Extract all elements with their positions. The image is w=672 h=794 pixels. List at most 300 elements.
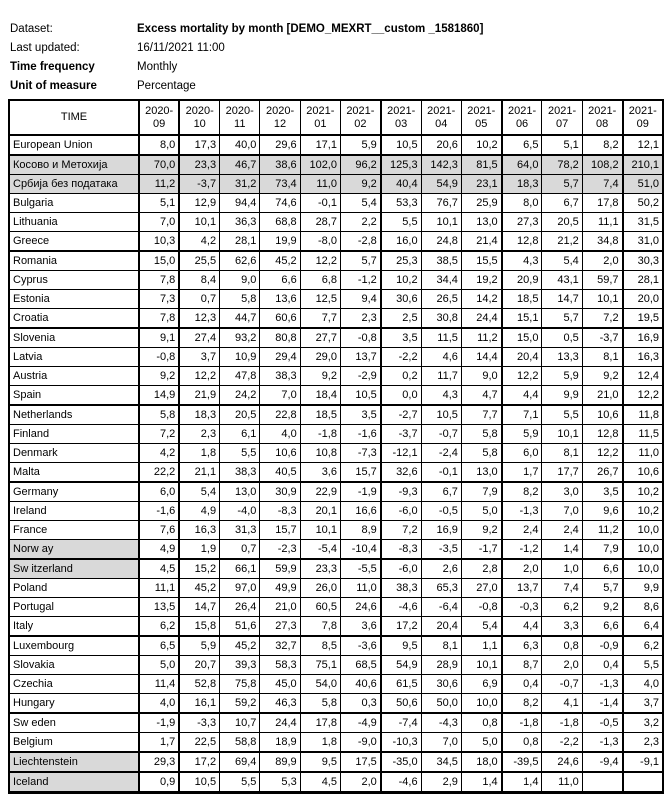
value-cell: -0,9 xyxy=(582,636,622,656)
value-cell: -0,8 xyxy=(340,328,380,348)
value-cell: 5,5 xyxy=(220,772,260,793)
value-cell: 1,4 xyxy=(542,540,582,560)
value-cell: 7,6 xyxy=(139,521,179,540)
value-cell: 5,5 xyxy=(381,213,421,232)
table-row xyxy=(9,502,663,521)
value-cell: -4,9 xyxy=(340,713,380,733)
value-cell: 4,1 xyxy=(542,694,582,714)
value-cell: 7,9 xyxy=(582,540,622,560)
value-cell: 12,2 xyxy=(502,367,542,386)
value-cell: 10,0 xyxy=(623,559,663,579)
value-cell: 12,8 xyxy=(582,425,622,444)
value-cell: 5,8 xyxy=(220,290,260,309)
row-label: Italy xyxy=(9,617,139,637)
value-cell: -0,1 xyxy=(300,194,340,213)
value-cell: 11,4 xyxy=(139,675,179,694)
column-header: 2021- 04 xyxy=(421,100,461,135)
value-cell: 23,1 xyxy=(461,175,501,194)
value-cell: 22,2 xyxy=(139,463,179,483)
value-cell: 17,7 xyxy=(542,463,582,483)
value-cell: 2,0 xyxy=(502,559,542,579)
value-cell: 21,0 xyxy=(260,598,300,617)
value-cell: -4,6 xyxy=(381,598,421,617)
value-cell: -3,7 xyxy=(179,175,219,194)
value-cell: 50,6 xyxy=(381,694,421,714)
value-cell: 5,7 xyxy=(542,309,582,329)
value-cell: 34,4 xyxy=(421,271,461,290)
value-cell: 20,1 xyxy=(300,502,340,521)
value-cell: 20,4 xyxy=(421,617,461,637)
last-updated-row xyxy=(10,39,664,58)
value-cell: 7,0 xyxy=(542,502,582,521)
row-label: Cyprus xyxy=(9,271,139,290)
value-cell: 5,4 xyxy=(461,617,501,637)
table-row xyxy=(9,636,663,656)
value-cell: 18,5 xyxy=(502,290,542,309)
value-cell: 4,3 xyxy=(502,251,542,271)
value-cell: -1,8 xyxy=(542,713,582,733)
value-cell: 15,7 xyxy=(340,463,380,483)
value-cell: 10,1 xyxy=(421,213,461,232)
value-cell: 4,5 xyxy=(139,559,179,579)
value-cell: 9,5 xyxy=(300,752,340,772)
value-cell: 19,2 xyxy=(461,271,501,290)
value-cell: 59,7 xyxy=(582,271,622,290)
value-cell: -4,6 xyxy=(381,772,421,793)
value-cell: 5,7 xyxy=(582,579,622,598)
value-cell: 6,3 xyxy=(502,636,542,656)
value-cell: 17,5 xyxy=(340,752,380,772)
value-cell: 11,7 xyxy=(421,367,461,386)
row-label: Sw itzerland xyxy=(9,559,139,579)
value-cell: 9,9 xyxy=(542,386,582,406)
value-cell: -10,3 xyxy=(381,733,421,753)
value-cell: 78,2 xyxy=(542,155,582,175)
value-cell: -3,3 xyxy=(179,713,219,733)
value-cell: 10,1 xyxy=(300,521,340,540)
value-cell: -3,7 xyxy=(582,328,622,348)
value-cell: 11,0 xyxy=(542,772,582,793)
value-cell: 2,4 xyxy=(502,521,542,540)
value-cell: 81,5 xyxy=(461,155,501,175)
value-cell: 14,9 xyxy=(139,386,179,406)
value-cell: 2,4 xyxy=(542,521,582,540)
value-cell: 20,9 xyxy=(502,271,542,290)
value-cell: 10,0 xyxy=(461,694,501,714)
value-cell: 5,0 xyxy=(461,502,501,521)
value-cell: 4,2 xyxy=(139,444,179,463)
table-row xyxy=(9,405,663,425)
value-cell: 12,2 xyxy=(179,367,219,386)
value-cell: 6,6 xyxy=(582,559,622,579)
value-cell: 16,9 xyxy=(623,328,663,348)
value-cell: 10,6 xyxy=(623,463,663,483)
value-cell: 7,3 xyxy=(139,290,179,309)
table-row xyxy=(9,425,663,444)
value-cell: 5,9 xyxy=(340,135,380,155)
dataset-title: Excess mortality by month [DEMO_MEXRT__custom _1581860] xyxy=(137,23,484,35)
column-header: 2020- 12 xyxy=(260,100,300,135)
value-cell: 15,2 xyxy=(179,559,219,579)
row-label: Netherlands xyxy=(9,405,139,425)
value-cell: 6,2 xyxy=(623,636,663,656)
value-cell: 1,1 xyxy=(461,636,501,656)
value-cell: 16,6 xyxy=(340,502,380,521)
value-cell: 45,2 xyxy=(220,636,260,656)
value-cell: 74,6 xyxy=(260,194,300,213)
value-cell: 0,8 xyxy=(502,733,542,753)
row-label: Croatia xyxy=(9,309,139,329)
value-cell: 5,4 xyxy=(542,251,582,271)
value-cell: 10,1 xyxy=(542,425,582,444)
value-cell: 19,9 xyxy=(260,232,300,252)
value-cell: 23,3 xyxy=(179,155,219,175)
value-cell: 18,3 xyxy=(502,175,542,194)
value-cell: 24,8 xyxy=(421,232,461,252)
value-cell: 10,6 xyxy=(582,405,622,425)
value-cell: -0,7 xyxy=(421,425,461,444)
row-label: Denmark xyxy=(9,444,139,463)
value-cell: 68,8 xyxy=(260,213,300,232)
value-cell: 9,0 xyxy=(461,367,501,386)
value-cell: 75,8 xyxy=(220,675,260,694)
value-cell: 10,5 xyxy=(179,772,219,793)
row-label: Estonia xyxy=(9,290,139,309)
value-cell: 64,0 xyxy=(502,155,542,175)
value-cell: -2,8 xyxy=(340,232,380,252)
value-cell: 17,2 xyxy=(381,617,421,637)
value-cell: -1,2 xyxy=(502,540,542,560)
value-cell: -12,1 xyxy=(381,444,421,463)
value-cell: 9,4 xyxy=(340,290,380,309)
value-cell: 10,2 xyxy=(623,502,663,521)
table-row xyxy=(9,290,663,309)
value-cell: -7,3 xyxy=(340,444,380,463)
value-cell: -2,9 xyxy=(340,367,380,386)
value-cell: 12,9 xyxy=(179,194,219,213)
value-cell: 30,9 xyxy=(260,482,300,502)
value-cell: 14,7 xyxy=(542,290,582,309)
table-row xyxy=(9,733,663,753)
value-cell: 5,9 xyxy=(502,425,542,444)
value-cell: 76,7 xyxy=(421,194,461,213)
row-label: Slovakia xyxy=(9,656,139,675)
value-cell: 21,4 xyxy=(461,232,501,252)
value-cell: 2,9 xyxy=(421,772,461,793)
value-cell: 96,2 xyxy=(340,155,380,175)
value-cell: 10,5 xyxy=(381,135,421,155)
value-cell: 40,4 xyxy=(381,175,421,194)
value-cell: 10,2 xyxy=(381,271,421,290)
value-cell: 30,3 xyxy=(623,251,663,271)
column-header: 2021- 02 xyxy=(340,100,380,135)
value-cell: 11,0 xyxy=(300,175,340,194)
value-cell: 45,2 xyxy=(179,579,219,598)
value-cell: 7,2 xyxy=(582,309,622,329)
column-header: 2021- 08 xyxy=(582,100,622,135)
value-cell: 39,3 xyxy=(220,656,260,675)
value-cell: 4,0 xyxy=(260,425,300,444)
value-cell: 27,3 xyxy=(502,213,542,232)
value-cell: 10,1 xyxy=(582,290,622,309)
row-label: France xyxy=(9,521,139,540)
value-cell: 5,8 xyxy=(139,405,179,425)
value-cell: 5,1 xyxy=(139,194,179,213)
value-cell: -8,3 xyxy=(260,502,300,521)
value-cell: 54,9 xyxy=(421,175,461,194)
value-cell: 17,1 xyxy=(300,135,340,155)
value-cell: 8,6 xyxy=(623,598,663,617)
value-cell: 1,8 xyxy=(300,733,340,753)
value-cell: 10,9 xyxy=(220,348,260,367)
value-cell: 7,1 xyxy=(502,405,542,425)
value-cell: 7,8 xyxy=(139,309,179,329)
value-cell: 1,7 xyxy=(502,463,542,483)
value-cell: 3,6 xyxy=(300,463,340,483)
value-cell: 15,8 xyxy=(179,617,219,637)
value-cell: 5,8 xyxy=(461,444,501,463)
value-cell: 27,7 xyxy=(300,328,340,348)
value-cell: 16,9 xyxy=(421,521,461,540)
table-row xyxy=(9,251,663,271)
value-cell: 20,5 xyxy=(542,213,582,232)
value-cell: 210,1 xyxy=(623,155,663,175)
value-cell: 94,4 xyxy=(220,194,260,213)
value-cell: 5,0 xyxy=(461,733,501,753)
value-cell: 16,1 xyxy=(179,694,219,714)
table-row xyxy=(9,444,663,463)
value-cell: 3,5 xyxy=(340,405,380,425)
value-cell: 50,0 xyxy=(421,694,461,714)
value-cell: 28,1 xyxy=(623,271,663,290)
table-row xyxy=(9,367,663,386)
value-cell: 4,0 xyxy=(623,675,663,694)
row-label: Latvia xyxy=(9,348,139,367)
value-cell: 15,1 xyxy=(502,309,542,329)
value-cell: 7,4 xyxy=(582,175,622,194)
row-label: Iceland xyxy=(9,772,139,793)
value-cell: 9,2 xyxy=(139,367,179,386)
value-cell: 5,5 xyxy=(623,656,663,675)
value-cell: 5,7 xyxy=(340,251,380,271)
value-cell: 6,5 xyxy=(502,135,542,155)
table-row xyxy=(9,752,663,772)
value-cell: 20,6 xyxy=(421,135,461,155)
value-cell: -9,1 xyxy=(623,752,663,772)
value-cell: 5,0 xyxy=(139,656,179,675)
value-cell: 10,2 xyxy=(461,135,501,155)
value-cell: 2,3 xyxy=(179,425,219,444)
value-cell: 46,3 xyxy=(260,694,300,714)
column-header: 2020- 09 xyxy=(139,100,179,135)
column-header: 2021- 03 xyxy=(381,100,421,135)
value-cell: 4,3 xyxy=(421,386,461,406)
table-row xyxy=(9,540,663,560)
table-row xyxy=(9,194,663,213)
value-cell: 13,6 xyxy=(260,290,300,309)
value-cell: 14,7 xyxy=(179,598,219,617)
value-cell: 43,1 xyxy=(542,271,582,290)
value-cell: 14,4 xyxy=(461,348,501,367)
value-cell: 1,4 xyxy=(502,772,542,793)
value-cell: 2,8 xyxy=(461,559,501,579)
value-cell: 26,4 xyxy=(220,598,260,617)
column-header: 2020- 10 xyxy=(179,100,219,135)
value-cell: 30,8 xyxy=(421,309,461,329)
value-cell: 5,7 xyxy=(542,175,582,194)
value-cell: 0,3 xyxy=(340,694,380,714)
row-label: Lithuania xyxy=(9,213,139,232)
value-cell: 18,9 xyxy=(260,733,300,753)
row-label: Romania xyxy=(9,251,139,271)
value-cell: 12,1 xyxy=(623,135,663,155)
value-cell: 30,6 xyxy=(421,675,461,694)
value-cell: -0,1 xyxy=(421,463,461,483)
column-header: 2021- 09 xyxy=(623,100,663,135)
value-cell: 25,3 xyxy=(381,251,421,271)
value-cell: 8,2 xyxy=(502,694,542,714)
value-cell: 11,8 xyxy=(623,405,663,425)
value-cell: 49,9 xyxy=(260,579,300,598)
value-cell: 5,9 xyxy=(179,636,219,656)
table-row xyxy=(9,713,663,733)
value-cell: 3,7 xyxy=(179,348,219,367)
value-cell: 29,0 xyxy=(300,348,340,367)
value-cell: 0,7 xyxy=(220,540,260,560)
value-cell: 9,5 xyxy=(381,636,421,656)
value-cell: 6,9 xyxy=(461,675,501,694)
value-cell: -1,6 xyxy=(340,425,380,444)
value-cell: 58,3 xyxy=(260,656,300,675)
value-cell: 1,0 xyxy=(542,559,582,579)
value-cell: 6,0 xyxy=(502,444,542,463)
value-cell: 12,8 xyxy=(502,232,542,252)
value-cell: 20,5 xyxy=(220,405,260,425)
value-cell: 7,9 xyxy=(461,482,501,502)
value-cell: 18,4 xyxy=(300,386,340,406)
value-cell: 9,1 xyxy=(139,328,179,348)
value-cell: 25,9 xyxy=(461,194,501,213)
row-label: Malta xyxy=(9,463,139,483)
value-cell: 45,0 xyxy=(260,675,300,694)
row-label: Austria xyxy=(9,367,139,386)
value-cell: 7,7 xyxy=(461,405,501,425)
value-cell: -5,5 xyxy=(340,559,380,579)
unit-of-measure-row xyxy=(10,77,664,96)
value-cell: 66,1 xyxy=(220,559,260,579)
value-cell: 24,4 xyxy=(260,713,300,733)
value-cell: -1,7 xyxy=(461,540,501,560)
value-cell: 28,1 xyxy=(220,232,260,252)
value-cell: -1,4 xyxy=(582,694,622,714)
excess-mortality-table xyxy=(8,99,664,794)
dataset-label: Dataset: xyxy=(10,23,53,35)
value-cell: -7,4 xyxy=(381,713,421,733)
value-cell: 10,0 xyxy=(623,540,663,560)
value-cell: -1,3 xyxy=(502,502,542,521)
value-cell: 2,0 xyxy=(340,772,380,793)
value-cell: -2,3 xyxy=(260,540,300,560)
value-cell: 29,4 xyxy=(260,348,300,367)
row-label: Germany xyxy=(9,482,139,502)
value-cell: 6,7 xyxy=(421,482,461,502)
value-cell: 27,3 xyxy=(260,617,300,637)
value-cell: 51,0 xyxy=(623,175,663,194)
value-cell: 31,5 xyxy=(623,213,663,232)
value-cell: 26,5 xyxy=(421,290,461,309)
value-cell: 29,3 xyxy=(139,752,179,772)
value-cell: 97,0 xyxy=(220,579,260,598)
value-cell: 12,2 xyxy=(582,444,622,463)
value-cell: 8,9 xyxy=(340,521,380,540)
value-cell: 11,1 xyxy=(139,579,179,598)
value-cell: -10,4 xyxy=(340,540,380,560)
value-cell: 31,3 xyxy=(220,521,260,540)
value-cell: 8,2 xyxy=(502,482,542,502)
value-cell: 15,5 xyxy=(461,251,501,271)
table-row xyxy=(9,463,663,483)
value-cell: 12,3 xyxy=(179,309,219,329)
value-cell: 4,5 xyxy=(300,772,340,793)
time-frequency-value: Monthly xyxy=(137,61,178,73)
value-cell: 3,6 xyxy=(340,617,380,637)
value-cell: 13,7 xyxy=(340,348,380,367)
value-cell: 31,0 xyxy=(623,232,663,252)
value-cell: 21,9 xyxy=(179,386,219,406)
value-cell: 36,3 xyxy=(220,213,260,232)
row-label: Greece xyxy=(9,232,139,252)
value-cell: 6,2 xyxy=(542,598,582,617)
value-cell: 10,6 xyxy=(260,444,300,463)
value-cell: 65,3 xyxy=(421,579,461,598)
time-frequency-row xyxy=(10,58,664,77)
value-cell: -1,6 xyxy=(139,502,179,521)
value-cell: -35,0 xyxy=(381,752,421,772)
time-frequency-label: Time frequency xyxy=(10,61,95,73)
value-cell: -4,0 xyxy=(220,502,260,521)
value-cell: -0,8 xyxy=(461,598,501,617)
value-cell: 32,6 xyxy=(381,463,421,483)
unit-of-measure-value: Percentage xyxy=(137,80,196,92)
value-cell: -9,0 xyxy=(340,733,380,753)
value-cell: 38,3 xyxy=(220,463,260,483)
value-cell: 34,8 xyxy=(582,232,622,252)
value-cell: 7,8 xyxy=(139,271,179,290)
value-cell: 18,0 xyxy=(461,752,501,772)
value-cell xyxy=(582,772,622,793)
row-label: Slovenia xyxy=(9,328,139,348)
row-label: Poland xyxy=(9,579,139,598)
value-cell: 4,9 xyxy=(179,502,219,521)
value-cell: -9,4 xyxy=(582,752,622,772)
value-cell: 6,7 xyxy=(542,194,582,213)
value-cell: -1,8 xyxy=(300,425,340,444)
value-cell: 15,0 xyxy=(139,251,179,271)
value-cell: 11,5 xyxy=(623,425,663,444)
row-label: Liechtenstein xyxy=(9,752,139,772)
value-cell: 9,2 xyxy=(340,175,380,194)
value-cell: -4,3 xyxy=(421,713,461,733)
value-cell: 11,2 xyxy=(461,328,501,348)
value-cell: 3,7 xyxy=(623,694,663,714)
value-cell: 12,4 xyxy=(623,367,663,386)
column-header: 2021- 07 xyxy=(542,100,582,135)
dataset-info-block xyxy=(10,20,664,96)
value-cell: 10,0 xyxy=(623,521,663,540)
value-cell: -1,3 xyxy=(582,675,622,694)
value-cell: 12,5 xyxy=(300,290,340,309)
value-cell: 28,9 xyxy=(421,656,461,675)
